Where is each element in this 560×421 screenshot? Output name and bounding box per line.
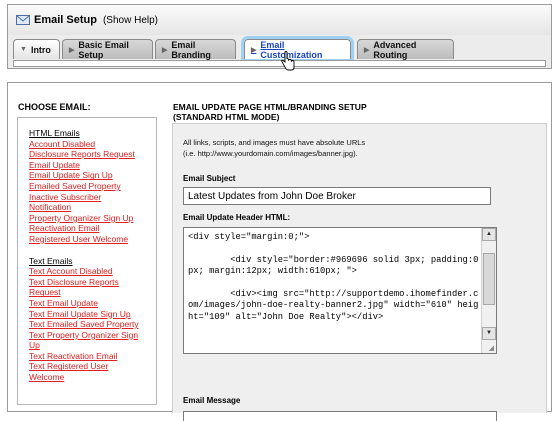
- text-email-link[interactable]: Text Account Disabled: [29, 266, 113, 277]
- chevron-right-icon: ▶: [364, 46, 370, 54]
- html-email-link[interactable]: Email Update Sign Up: [29, 170, 113, 181]
- text-email-link[interactable]: Text Emailed Saved Property: [29, 319, 139, 330]
- text-email-link[interactable]: Text Email Update Sign Up: [29, 308, 131, 319]
- note-line2: (i.e. http://www.yourdomain.com/images/banner.jpg).: [183, 148, 358, 158]
- email-list: [17, 117, 157, 405]
- chevron-down-icon: ▼: [20, 46, 27, 53]
- html-email-link[interactable]: Reactivation Email: [29, 223, 100, 234]
- page-title: Email Setup: [34, 14, 97, 26]
- text-email-link[interactable]: Text Disclosure Reports: [29, 276, 119, 287]
- vertical-scrollbar[interactable]: [481, 228, 496, 353]
- tab-advanced-routing[interactable]: [357, 39, 454, 59]
- setup-form: [172, 123, 547, 413]
- tab-basic-email-setup[interactable]: [62, 39, 153, 59]
- html-email-link[interactable]: Property Organizer Sign Up: [29, 212, 134, 223]
- tab-label: Basic Email Setup: [78, 39, 129, 60]
- text-email-link[interactable]: Text Email Update: [29, 297, 98, 308]
- note-line1: All links, scripts, and images must have absolute URLs: [183, 138, 366, 147]
- chevron-right-icon: ▶: [162, 46, 168, 54]
- email-editor-panel: [7, 82, 552, 412]
- show-help-link[interactable]: (Show Help): [102, 14, 158, 26]
- email-message-label: Email Message: [183, 396, 241, 405]
- setup-title-line2: (STANDARD HTML MODE): [173, 112, 280, 122]
- tab-email-customization[interactable]: [244, 39, 351, 59]
- tab-bar: [8, 39, 551, 61]
- html-email-link[interactable]: Account Disabled: [29, 138, 96, 149]
- email-message-textarea[interactable]: [183, 411, 497, 421]
- email-setup-header: [8, 5, 551, 35]
- hand-pointer-icon: [281, 51, 295, 73]
- tab-label: Email Customization: [260, 39, 323, 60]
- mail-icon: [16, 15, 30, 25]
- tab-label: Intro: [30, 44, 51, 55]
- scroll-thumb[interactable]: [483, 253, 495, 305]
- tab-content-strip: [13, 60, 546, 67]
- tab-label: Email Branding: [171, 39, 211, 60]
- setup-title-line1: EMAIL UPDATE PAGE HTML/BRANDING SETUP: [173, 102, 367, 112]
- html-email-list: [29, 139, 156, 245]
- email-setup-panel: [7, 4, 552, 69]
- tab-email-branding[interactable]: [155, 39, 236, 59]
- header-html-textarea[interactable]: [183, 227, 497, 354]
- tab-label: Advanced Routing: [373, 39, 417, 60]
- scroll-up-button[interactable]: ▲: [482, 228, 496, 241]
- html-email-link[interactable]: Registered User Welcome: [29, 233, 129, 244]
- chevron-right-icon: ▶: [69, 46, 75, 54]
- resize-grip-icon[interactable]: ◢: [488, 345, 494, 352]
- header-html-label: Email Update Header HTML:: [183, 213, 291, 222]
- setup-title: [173, 102, 367, 122]
- html-emails-heading: HTML Emails: [29, 128, 80, 138]
- html-email-link[interactable]: Notification: [29, 202, 72, 213]
- choose-email-heading: CHOOSE EMAIL:: [18, 102, 91, 112]
- html-email-link[interactable]: Email Update: [29, 159, 81, 170]
- html-email-link[interactable]: Disclosure Reports Request: [29, 149, 135, 160]
- text-email-link[interactable]: Request: [29, 287, 61, 298]
- chevron-right-icon: ▶: [251, 46, 257, 54]
- html-email-link[interactable]: Emailed Saved Property: [29, 180, 121, 191]
- text-email-link[interactable]: Up: [29, 340, 40, 351]
- scroll-down-button[interactable]: ▼: [482, 327, 496, 340]
- header-html-code: <div style="margin:0;"> <div style="border:#969696 solid 3px; padding:0px; margin:12px; width:610px; "> <div><img src="http://supportdemo.ihomefinder.com/images/john-doe-realty-banner2.jpg" width="610" height="109" alt="John Doe Realty"></div>: [188, 232, 479, 322]
- email-subject-label: Email Subject: [183, 174, 236, 183]
- email-subject-input[interactable]: [183, 187, 491, 205]
- text-email-link[interactable]: Text Property Organizer Sign: [29, 329, 139, 340]
- html-email-link[interactable]: Inactive Subscriber: [29, 191, 102, 202]
- absolute-url-note: [183, 138, 365, 159]
- text-email-list: [29, 266, 156, 383]
- text-email-link[interactable]: Text Registered User: [29, 361, 109, 372]
- text-email-link[interactable]: Text Reactivation Email: [29, 350, 118, 361]
- tab-intro[interactable]: [13, 39, 60, 59]
- text-emails-heading: Text Emails: [29, 255, 73, 266]
- text-email-link[interactable]: Welcome: [29, 372, 65, 383]
